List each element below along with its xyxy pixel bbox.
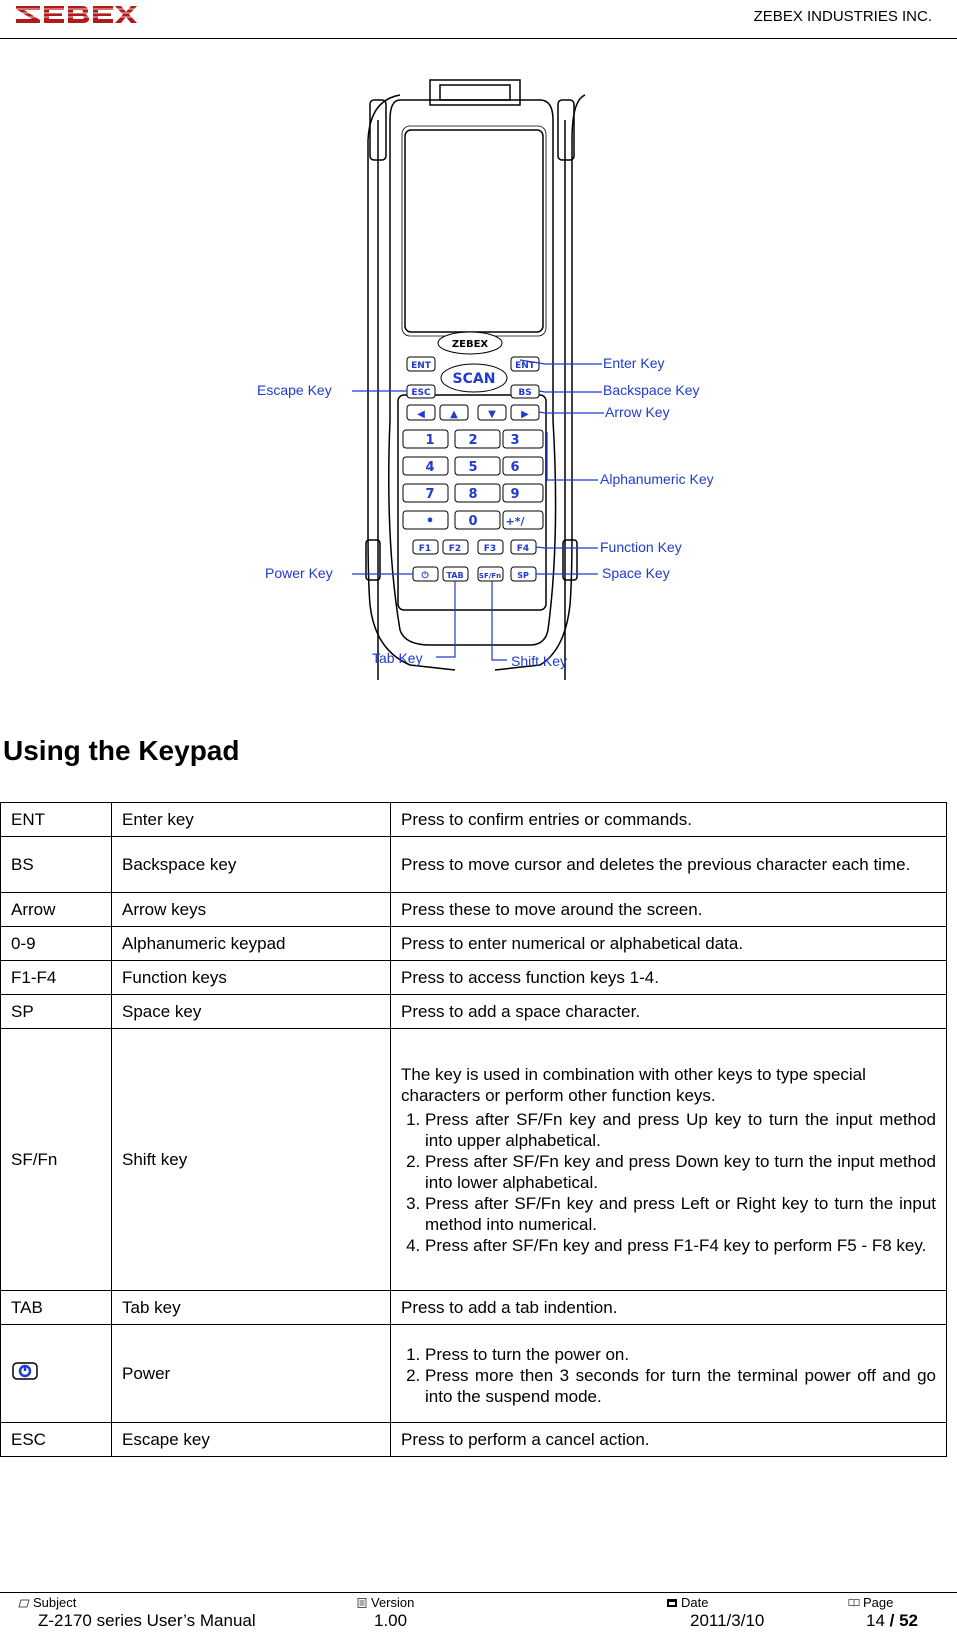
right-arrow-key[interactable]: ▶	[521, 409, 529, 420]
cell-description	[391, 893, 947, 927]
cell-name: Space key	[112, 995, 391, 1029]
cell-name: Shift key	[112, 1029, 391, 1291]
footer-version-label: Version	[371, 1595, 415, 1610]
cell-name: Backspace key	[112, 837, 391, 893]
sffn-key[interactable]: SF/Fn	[478, 572, 502, 580]
key-0[interactable]: 0	[468, 514, 478, 529]
cell-key: ENT	[1, 803, 112, 837]
left-arrow-key[interactable]: ◀	[417, 409, 425, 420]
cell-key: SF/Fn	[1, 1029, 112, 1291]
cell-name: Escape key	[112, 1423, 391, 1457]
keypad-diagram	[0, 60, 957, 710]
label-enter-key: Enter Key	[603, 355, 665, 371]
label-shift-key: Shift Key	[511, 653, 568, 669]
table-row	[1, 1325, 947, 1423]
footer-page-label: Page	[863, 1595, 894, 1610]
footer-date: 2011/3/10	[690, 1611, 765, 1630]
cell-description	[391, 1325, 947, 1423]
sp-key[interactable]: SP	[517, 571, 529, 580]
footer-subject-label: Subject	[33, 1595, 77, 1610]
footer-page-total: / 52	[889, 1611, 919, 1630]
cell-key: BS	[1, 837, 112, 893]
label-space-key: Space Key	[602, 565, 670, 581]
footer-subject: Z-2170 series User’s Manual	[38, 1611, 256, 1630]
cell-key: SP	[1, 995, 112, 1029]
device-illustration	[0, 60, 957, 710]
key-1[interactable]: 1	[425, 433, 435, 448]
key-9[interactable]: 9	[510, 487, 520, 502]
description-text: Press to perform a cancel action.	[401, 1430, 650, 1449]
zebex-logo	[14, 3, 139, 25]
page-icon	[848, 1598, 860, 1608]
power-key[interactable]: ⏻	[421, 571, 429, 581]
key-symbols[interactable]: +*/	[505, 515, 525, 528]
cell-name: Enter key	[112, 803, 391, 837]
steps-list	[401, 1344, 936, 1407]
footer-page-number: 14	[866, 1611, 885, 1630]
label-alphanumeric-key: Alphanumeric Key	[600, 471, 714, 487]
description-text: Press to add a space character.	[401, 1002, 641, 1021]
ent-key-left[interactable]: ENT	[411, 361, 431, 371]
cell-name: Arrow keys	[112, 893, 391, 927]
table-row	[1, 837, 947, 893]
table-row	[1, 1291, 947, 1325]
company-name: ZEBEX INDUSTRIES INC.	[753, 8, 932, 25]
key-dot[interactable]: •	[425, 514, 435, 529]
scan-key[interactable]: SCAN	[452, 371, 496, 387]
f1-key[interactable]: F1	[418, 544, 432, 554]
label-backspace-key: Backspace Key	[603, 382, 700, 398]
step-item: 1. Press after SF/Fn key and press Up key to turn the input method into upper alphabetical.	[425, 1109, 936, 1151]
cell-description	[391, 961, 947, 995]
f4-key[interactable]: F4	[516, 544, 530, 554]
steps-list	[401, 1109, 936, 1256]
up-arrow-key[interactable]: ▲	[450, 409, 458, 420]
step-item: 3. Press after SF/Fn key and press Left or Right key to turn the input method into numerical.	[425, 1193, 936, 1235]
down-arrow-key[interactable]: ▼	[488, 409, 496, 420]
label-tab-key: Tab Key	[372, 650, 423, 666]
date-icon	[666, 1598, 678, 1608]
bs-key[interactable]: BS	[518, 388, 532, 398]
footer-version: 1.00	[374, 1611, 408, 1630]
cell-name: Power	[112, 1325, 391, 1423]
description-text: Press to add a tab indention.	[401, 1298, 618, 1317]
cell-key: F1-F4	[1, 961, 112, 995]
section-title: Using the Keypad	[3, 735, 240, 766]
label-function-key: Function Key	[600, 539, 682, 555]
power-icon	[11, 1361, 39, 1381]
description-text: Press to confirm entries or commands.	[401, 810, 692, 829]
key-2[interactable]: 2	[468, 433, 478, 448]
key-8[interactable]: 8	[468, 487, 478, 502]
esc-key[interactable]: ESC	[411, 388, 431, 398]
table-row	[1, 1423, 947, 1457]
description-text: Press to move cursor and deletes the previous character each time.	[401, 855, 911, 874]
table-row	[1, 961, 947, 995]
subject-icon	[18, 1598, 30, 1608]
page-footer	[0, 1592, 957, 1634]
cell-description	[391, 1423, 947, 1457]
footer-page-label-wrap	[848, 1595, 893, 1610]
label-escape-key: Escape Key	[257, 382, 332, 398]
cell-key: TAB	[1, 1291, 112, 1325]
cell-key	[1, 1325, 112, 1423]
cell-name: Alphanumeric keypad	[112, 927, 391, 961]
cell-description	[391, 927, 947, 961]
footer-subject-label-wrap	[18, 1595, 76, 1610]
key-3[interactable]: 3	[510, 433, 520, 448]
description-text: Press these to move around the screen.	[401, 900, 703, 919]
cell-name: Function keys	[112, 961, 391, 995]
step-item: 4. Press after SF/Fn key and press F1-F4 key to perform F5 - F8 key.	[425, 1235, 936, 1256]
footer-page	[866, 1611, 918, 1631]
table-row	[1, 893, 947, 927]
step-item: 1. Press to turn the power on.	[425, 1344, 936, 1365]
version-icon	[356, 1598, 368, 1608]
step-item: 2. Press more then 3 seconds for turn the terminal power off and go into the suspend mode.	[425, 1365, 936, 1407]
device-brand: ZEBEX	[451, 339, 489, 350]
cell-key: ESC	[1, 1423, 112, 1457]
key-6[interactable]: 6	[510, 460, 520, 475]
tab-key[interactable]: TAB	[446, 571, 464, 580]
cell-description	[391, 837, 947, 893]
table-row	[1, 927, 947, 961]
page-header	[0, 0, 957, 39]
cell-description	[391, 803, 947, 837]
table-row	[1, 1029, 947, 1291]
footer-date-label: Date	[681, 1595, 709, 1610]
cell-description	[391, 1029, 947, 1291]
key-7[interactable]: 7	[425, 487, 435, 502]
footer-version-label-wrap	[356, 1595, 414, 1610]
description-text: The key is used in combination with other keys to type special characters or perform other function keys.	[401, 1064, 866, 1105]
f2-key[interactable]: F2	[448, 544, 462, 554]
cell-name: Tab key	[112, 1291, 391, 1325]
keypad-table	[0, 802, 947, 1457]
key-4[interactable]: 4	[425, 460, 435, 475]
description-text: Press to enter numerical or alphabetical data.	[401, 934, 744, 953]
ent-key-right[interactable]: ENT	[515, 361, 535, 371]
f3-key[interactable]: F3	[483, 544, 497, 554]
step-item: 2. Press after SF/Fn key and press Down key to turn the input method into lower alphabetical.	[425, 1151, 936, 1193]
table-row	[1, 995, 947, 1029]
footer-date-label-wrap	[666, 1595, 708, 1610]
key-5[interactable]: 5	[468, 460, 478, 475]
cell-description	[391, 1291, 947, 1325]
cell-key: Arrow	[1, 893, 112, 927]
cell-description	[391, 995, 947, 1029]
label-power-key: Power Key	[265, 565, 333, 581]
description-text: Press to access function keys 1-4.	[401, 968, 659, 987]
label-arrow-key: Arrow Key	[605, 404, 670, 420]
table-row	[1, 803, 947, 837]
cell-key: 0-9	[1, 927, 112, 961]
